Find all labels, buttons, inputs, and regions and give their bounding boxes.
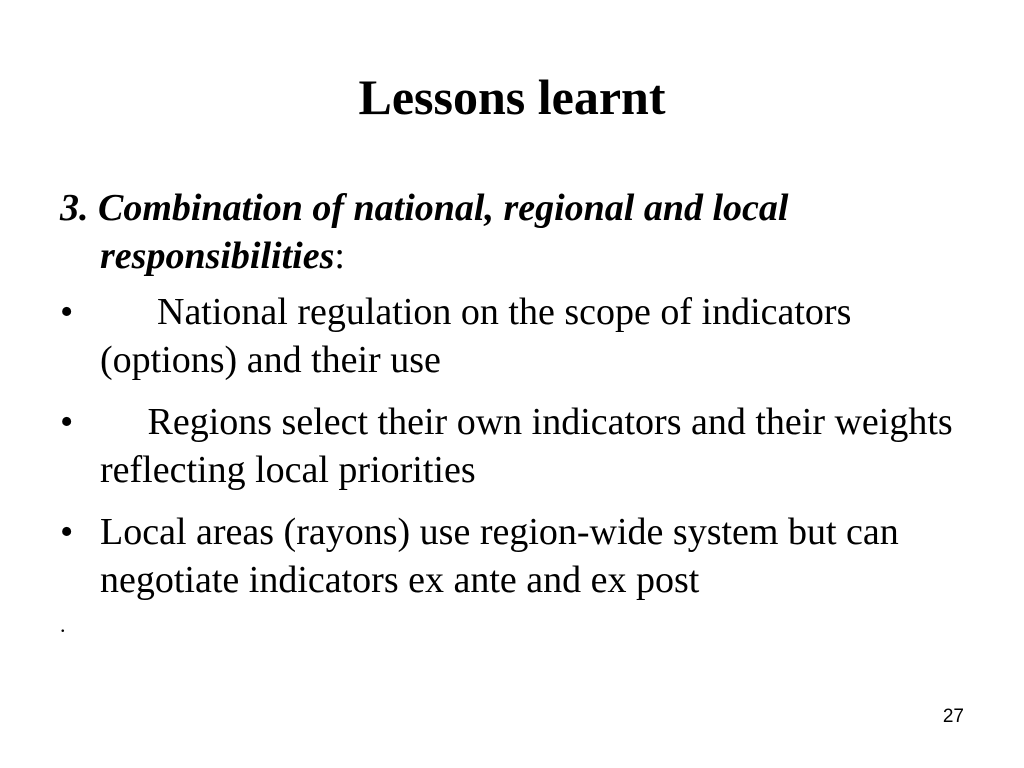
trailing-mark: . [60,612,66,637]
bullet-item [60,508,980,604]
bullet-item [60,398,980,494]
section-heading [60,184,980,280]
bullet-text: National regulation on the scope of indicators (options) and their use [100,291,861,381]
bullet-icon: • [60,511,74,553]
section-heading-text: 3. Combination of national, regional and local responsibilities [60,187,789,277]
bullet-icon: • [60,401,74,443]
bullet-list [60,288,980,604]
bullet-text: Regions select their own indicators and their weights reflecting local priorities [100,401,963,491]
bullet-icon: • [60,291,74,333]
page-number: 27 [942,706,964,727]
bullet-item [60,288,980,384]
slide-title: Lessons learnt [358,69,666,125]
slide-body [60,184,980,636]
section-heading-suffix: : [334,235,345,277]
bullet-text: Local areas (rayons) use region-wide system but can negotiate indicators ex ante and ex post [100,511,899,601]
